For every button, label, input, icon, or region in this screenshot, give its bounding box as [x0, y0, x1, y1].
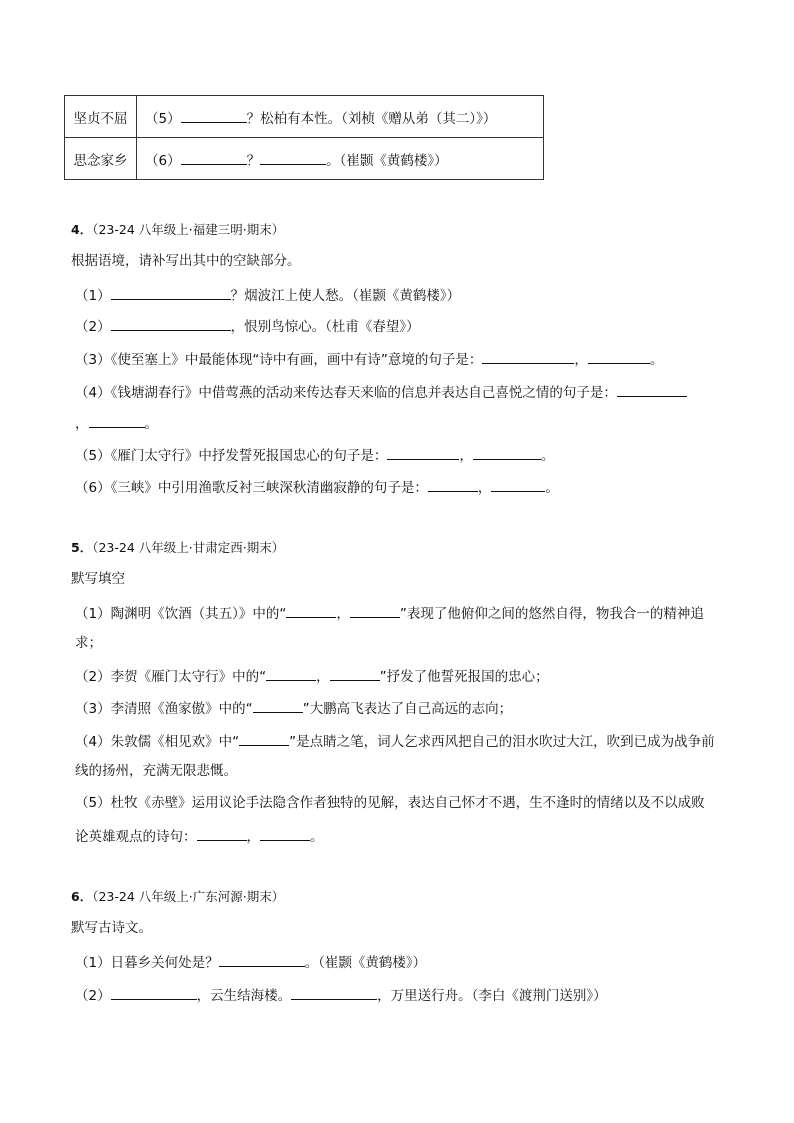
table-row [65, 138, 544, 180]
item-text: ， [459, 448, 473, 464]
question-source: （23-24 八年级上·甘肃定西·期末） [92, 540, 285, 555]
item-text: 论英雄观点的诗句： [75, 829, 197, 845]
table-topic-cell: 思念家乡 [65, 138, 137, 180]
question-instruction: 根据语境，请补写出其中的空缺部分。 [71, 253, 301, 269]
table-row [65, 96, 544, 138]
answer-blank[interactable] [181, 108, 247, 123]
item-text: ， [574, 352, 588, 368]
item-text: ， [75, 416, 89, 432]
question-item [75, 477, 559, 497]
question-item-continued: 线的扬州，充满无限悲慨。 [75, 763, 237, 779]
answer-blank[interactable] [89, 413, 145, 428]
question-item [75, 952, 426, 972]
answer-blank[interactable] [291, 985, 377, 1000]
item-text: （4）朱敦儒《相见欢》中“ [75, 734, 240, 750]
question-item [75, 285, 460, 305]
answer-blank[interactable] [181, 150, 247, 165]
item-text: ， [316, 669, 330, 685]
question-number: 4． [71, 222, 93, 237]
question-source: （23-24 八年级上·福建三明·期末） [92, 222, 285, 237]
question-instruction: 默写古诗文。 [71, 920, 152, 936]
question-item [75, 985, 607, 1005]
answer-blank[interactable] [617, 382, 687, 397]
answer-blank[interactable] [588, 349, 650, 364]
item-text: （1）日暮乡关何处是？ [75, 955, 219, 971]
question-text: 。（崔颢《黄鹤楼》） [326, 152, 448, 169]
answer-blank[interactable] [266, 666, 316, 681]
poem-table [64, 95, 544, 180]
answer-blank[interactable] [286, 603, 336, 618]
question-6-header [71, 888, 284, 906]
answer-blank[interactable] [260, 150, 326, 165]
question-item-continued [75, 826, 324, 846]
item-text: 。（崔颢《黄鹤楼》） [304, 955, 427, 971]
table-question-cell [137, 96, 544, 138]
question-text: ？ [246, 152, 261, 169]
answer-blank[interactable] [111, 985, 197, 1000]
question-item [75, 382, 687, 402]
answer-blank[interactable] [111, 285, 231, 300]
question-instruction: 默写填空 [71, 571, 125, 587]
question-item [75, 316, 420, 336]
item-text: （2） [75, 988, 111, 1004]
answer-blank[interactable] [350, 603, 400, 618]
question-number: （5） [145, 110, 181, 127]
question-item-continued [75, 413, 158, 433]
item-text: （2）李贺《雁门太守行》中的“ [75, 669, 267, 685]
question-item: （5）杜牧《赤壁》运用议论手法隐含作者独特的见解，表达自己怀才不遇，生不逢时的情绪以及不以成败 [75, 795, 705, 811]
question-item [75, 698, 512, 718]
item-text: ，恨别鸟惊心。（杜甫《春望》） [230, 319, 420, 335]
table-question-cell [137, 138, 544, 180]
item-text: ？烟波江上使人愁。（崔颢《黄鹤楼》） [230, 288, 461, 304]
item-text: （2） [75, 319, 111, 335]
item-text: （1）陶渊明《饮酒（其五）》中的“ [75, 606, 287, 622]
answer-blank[interactable] [197, 826, 247, 841]
item-text: 。 [144, 416, 158, 432]
item-text: ， [246, 829, 260, 845]
answer-blank[interactable] [387, 445, 459, 460]
item-text: ”表现了他俯仰之间的悠然自得，物我合一的精神追 [399, 606, 704, 622]
answer-blank[interactable] [239, 731, 289, 746]
answer-blank[interactable] [253, 698, 303, 713]
question-number: 5． [71, 540, 93, 555]
item-text: ，万里送行舟。（李白《渡荆门送别》） [377, 988, 607, 1004]
item-text: （5）《雁门太守行》中抒发誓死报国忠心的句子是： [75, 448, 388, 464]
answer-blank[interactable] [473, 445, 541, 460]
question-item-continued: 求； [75, 635, 102, 651]
answer-blank[interactable] [491, 477, 545, 492]
item-text: ”抒发了他誓死报国的忠心； [379, 669, 549, 685]
answer-blank[interactable] [219, 952, 305, 967]
item-text: （4）《钱塘湖春行》中借莺燕的活动来传达春天来临的信息并表达自己喜悦之情的句子是： [75, 385, 617, 401]
question-source: （23-24 八年级上·广东河源·期末） [92, 889, 285, 904]
item-text: 。 [310, 829, 324, 845]
item-text: （3）《使至塞上》中最能体现“诗中有画，画中有诗”意境的句子是： [75, 352, 483, 368]
answer-blank[interactable] [428, 477, 478, 492]
question-4-header [71, 221, 284, 239]
question-item [75, 666, 549, 686]
item-text: ， [477, 480, 492, 496]
question-text: ？松柏有本性。（刘桢《赠从弟（其二）》） [246, 110, 497, 127]
question-number: 6． [71, 889, 93, 904]
question-item [75, 445, 554, 465]
item-text: ”是点睛之笔，词人乞求西风把自己的泪水吹过大江，吹到已成为战争前 [289, 734, 715, 750]
question-item [75, 349, 663, 369]
item-text: ，云生结海楼。 [196, 988, 292, 1004]
question-number: （6） [145, 152, 181, 169]
item-text: 。 [649, 352, 664, 368]
item-text: ”大鹏高飞表达了自己高远的志向； [302, 701, 513, 717]
answer-blank[interactable] [330, 666, 380, 681]
table-topic-cell: 坚贞不屈 [65, 96, 137, 138]
item-text: （1） [75, 288, 111, 304]
answer-blank[interactable] [260, 826, 310, 841]
answer-blank[interactable] [482, 349, 574, 364]
item-text: （3）李清照《渔家傲》中的“ [75, 701, 253, 717]
question-item [75, 731, 715, 751]
question-item [75, 603, 704, 623]
answer-blank[interactable] [111, 316, 231, 331]
item-text: （6）《三峡》中引用渔歌反衬三峡深秋清幽寂静的句子是： [75, 480, 428, 496]
item-text: ， [336, 606, 350, 622]
item-text: 。 [545, 480, 559, 496]
question-5-header [71, 539, 284, 557]
item-text: 。 [540, 448, 555, 464]
